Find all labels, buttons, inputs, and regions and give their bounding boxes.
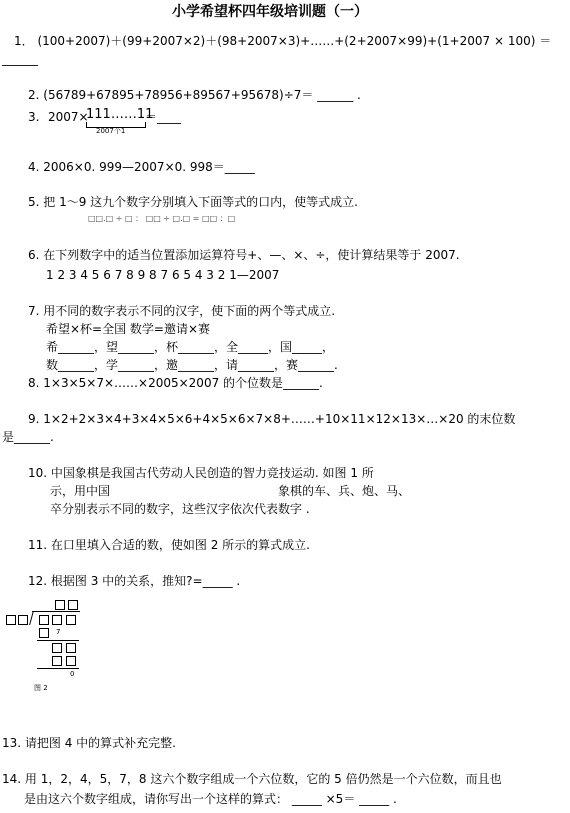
step1-line	[37, 640, 79, 641]
question-3-left: 2007×	[48, 110, 89, 124]
question-2: 2. (56789+67895+78956+89567+95678)÷7＝ ______ .	[28, 88, 361, 102]
question-4: 4. 2006×0. 999—2007×0. 998＝_____	[28, 160, 255, 174]
question-9-line1: 9. 1×2+2×3×4+3×4×5×6+4×5×6×7×8+……+10×11×12×13×…×20 的末位数	[28, 412, 516, 426]
question-9-line2: 是______.	[2, 430, 54, 444]
question-3-bracket	[86, 122, 146, 128]
question-3-equals: ＝____	[145, 110, 182, 124]
dividend-box-3	[66, 615, 76, 625]
question-3-under: 2007个1	[96, 127, 126, 135]
question-10-line2b: 象棋的车、兵、炮、马、	[278, 484, 411, 498]
question-13: 13. 请把图 4 中的算式补充完整.	[2, 736, 176, 750]
division-bar	[32, 611, 80, 612]
dividend-box-1	[39, 615, 49, 625]
question-6: 6. 在下列数字中的适当位置添加运算符号+、—、×、÷，使计算结果等于 2007.	[28, 248, 460, 262]
remainder-digit-0: 0	[70, 670, 75, 678]
step3-box-2	[66, 656, 76, 666]
question-1-line1: 1． (100+2007)＋(99+2007×2)＋(98+2007×3)+……+(2+2007×99)+(1+2007 × 100) ＝	[14, 34, 552, 48]
question-14-line1: 14. 用 1，2，4，5，7，8 这六个数字组成一个六位数，它的 5 倍仍然是一个六位数，而且也	[2, 772, 502, 786]
step1-digit-7: 7	[56, 628, 61, 636]
question-7: 7. 用不同的数字表示不同的汉字，使下面的两个等式成立.	[28, 304, 336, 318]
question-14-line2: 是由这六个数字组成，请你写出一个这样的算式： _____ ×5＝ _____ .	[24, 792, 397, 806]
question-7-row2: 数______，学______，邀______，请______，赛______.	[46, 358, 338, 372]
figure-2-label: 图 2	[34, 684, 48, 692]
question-12: 12. 根据图 3 中的关系，推知?=_____ .	[28, 574, 241, 588]
question-10-line2a: 示，用中国	[50, 484, 111, 498]
question-6-digits: 1 2 3 4 5 6 7 8 9 8 7 6 5 4 3 2 1—2007	[46, 268, 280, 282]
question-5: 5. 把 1～9 这九个数字分别填入下面等式的口内，使等式成立.	[28, 195, 358, 209]
quotient-box-2	[68, 600, 78, 610]
figure-2	[0, 598, 100, 698]
question-8: 8. 1×3×5×7×……×2005×2007 的个位数是______.	[28, 376, 323, 390]
question-7-equations: 希望×杯=全国 数学=邀请×赛	[46, 322, 211, 336]
quotient-box-1	[55, 600, 65, 610]
page-title: 小学希望杯四年级培训题（一）	[172, 4, 368, 20]
question-5-formula: □□.□ ÷ □ ： □□ ÷ □.□ = □□ ：□	[88, 214, 236, 223]
question-1-line2: ______	[2, 52, 38, 66]
step1-box-1	[39, 628, 49, 638]
divisor-box-1	[6, 615, 16, 625]
step3-line	[37, 668, 79, 669]
step2-box-1	[52, 643, 62, 653]
question-10-line1: 10. 中国象棋是我国古代劳动人民创造的智力竞技运动. 如图 1 所	[28, 466, 374, 480]
step3-box-1	[52, 656, 62, 666]
dividend-box-2	[52, 615, 62, 625]
division-bracket	[29, 611, 34, 625]
question-7-row1: 希______，望______，杯______，全_____，国_____，	[46, 340, 335, 354]
question-11: 11. 在口里填入合适的数，使如图 2 所示的算式成立.	[28, 538, 310, 552]
question-3-ones: 111……11	[86, 107, 154, 122]
step2-box-2	[66, 643, 76, 653]
question-10-line3: 卒分别表示不同的数字，这些汉字依次代表数字 .	[50, 502, 310, 516]
divisor-box-2	[18, 615, 28, 625]
question-3-num: 3.	[28, 110, 40, 124]
